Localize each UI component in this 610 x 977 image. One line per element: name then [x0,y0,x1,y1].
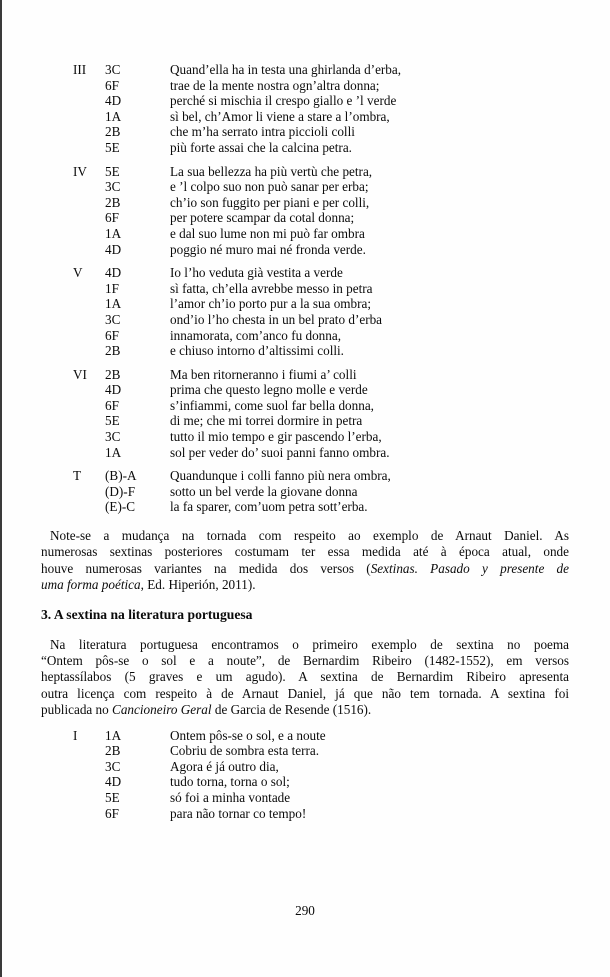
verse-text: tutto il mio tempo e gir pascendo l’erba, [170,429,382,445]
rhyme-code: 4D [105,93,122,109]
poem-line [41,382,569,398]
stanza-label [73,281,105,297]
poem-line [41,468,569,484]
stanza-label [73,140,105,156]
poem-line [41,759,569,775]
stanza-label [73,296,105,312]
poem-line [41,429,569,445]
verse-text: Ontem pôs-se o sol, e a noute [170,727,326,743]
verse-text: para não tornar co tempo! [170,805,307,821]
stanza-label [73,78,105,94]
poem-line [41,210,569,226]
rhyme-code: 2B [105,343,121,359]
poem-line [41,328,569,344]
poem-line [41,413,569,429]
text-run: Cancioneiro Geral [112,702,212,718]
stanza [41,367,569,461]
rhyme-code: 4D [105,774,122,790]
rhyme-code: (B)-A [105,468,137,484]
verse-text: la fa sparer, com’uom petra sott’erba. [170,499,368,515]
poem-line [41,774,569,790]
verse-text: poggio né muro mai né fronda verde. [170,241,366,257]
verse-text: perché si mischia il crespo giallo e ’l verde [170,93,397,109]
rhyme-code: 5E [105,789,120,805]
page-content [41,62,569,829]
verse-text: sol per veder do’ suoi panni fanno ombra. [170,444,390,460]
rhyme-code: 5E [105,413,120,429]
rhyme-code: 2B [105,366,121,382]
poem-line [41,93,569,109]
poem-line [41,728,569,744]
stanza [41,164,569,258]
stanza-label [73,109,105,125]
paragraph-line [41,702,569,718]
paragraph-line [41,669,569,685]
poem-line [41,499,569,515]
verse-text: trae de la mente nostra ogn’altra donna; [170,77,380,93]
poem-line [41,179,569,195]
stanza-label [73,398,105,414]
stanza-label [73,743,105,759]
rhyme-code: 1F [105,280,119,296]
rhyme-code: 1A [105,727,122,743]
rhyme-code: 6F [105,210,119,226]
rhyme-code: (D)-F [105,483,136,499]
verse-text: Quandunque i colli fanno più nera ombra, [170,468,391,484]
text-run: uma forma poética [41,577,141,593]
rhyme-code: 4D [105,382,122,398]
stanza-label [73,382,105,398]
rhyme-code: 1A [105,444,122,460]
section-heading: 3. A sextina na literatura portuguesa [41,606,253,622]
poem-line [41,78,569,94]
text-run: Note-se a mudança na tornada com respeito ao exemplo de Arnaut Daniel. As [50,528,569,544]
poem-line [41,296,569,312]
rhyme-code: 3C [105,311,121,327]
stanza-label [73,328,105,344]
note-paragraph [41,528,569,594]
poem-line [41,484,569,500]
stanza-label [73,499,105,515]
stanza-label [73,790,105,806]
paragraph-line [41,686,569,702]
poem-line [41,124,569,140]
verse-text: e ’l colpo suo non può sanar per erba; [170,179,369,195]
stanza-label [73,242,105,258]
verse-text: Agora é já outro dia, [170,758,279,774]
poem-line [41,226,569,242]
poem-line [41,790,569,806]
rhyme-code: 4D [105,241,122,257]
stanza-label [73,312,105,328]
text-run: “Ontem pôs-se o sol e a noute”, de Bernardim Ribeiro (1482-1552), em versos [41,652,569,668]
text-run: outra licença com respeito à de Arnaut Daniel, já que não tem tornada. A sextina foi [41,685,569,701]
verse-text: più forte assai che la calcina petra. [170,139,352,155]
stanza-label [73,93,105,109]
verse-text: tudo torna, torna o sol; [170,774,290,790]
text-run: publicada no [41,702,113,718]
poem-line [41,164,569,180]
poem-line [41,312,569,328]
stanza-label [73,413,105,429]
poem-line [41,343,569,359]
text-run: heptassílabos (5 graves e um agudo). A sextina de Bernardim Ribeiro apresenta [41,669,569,685]
verse-text: La sua bellezza ha più vertù che petra, [170,163,373,179]
stanza-label: III [73,62,87,77]
left-edge-scan-line [0,0,2,977]
text-run: , Ed. Hiperión, 2011). [140,577,256,593]
poem-line [41,445,569,461]
paragraph-line [41,637,569,653]
verse-text: prima che questo legno molle e verde [170,382,368,398]
stanza-label: IV [73,163,87,179]
paragraph-line [41,561,569,577]
text-run: de Garcia de Resende (1516). [211,702,372,718]
verse-text: só foi a minha vontade [170,789,291,805]
rhyme-code: 2B [105,743,121,759]
page-number: 290 [295,903,315,918]
rhyme-code: 3C [105,758,121,774]
poem-line [41,806,569,822]
stanza-label [73,774,105,790]
rhyme-code: 5E [105,139,120,155]
rhyme-code: 3C [105,429,121,445]
poem-line [41,140,569,156]
rhyme-code: 6F [105,77,119,93]
stanza-label [73,226,105,242]
verse-text: ond’io l’ho chesta in un bel prato d’erba [170,311,383,327]
paragraph-line [41,544,569,560]
verse-text: sotto un bel verde la giovane donna [170,483,358,499]
verse-text: s’infiammi, come suol far bella donna, [170,397,374,413]
stanza-label [73,195,105,211]
stanza [41,265,569,359]
poem-line [41,367,569,383]
rhyme-code: 2B [105,124,121,140]
rhyme-code: 1A [105,225,122,241]
poem-line [41,109,569,125]
verse-text: e chiuso intorno d’altissimi colli. [170,343,344,359]
stanza-label [73,484,105,500]
text-run: numerosas sextinas posteriores costumam ter essa medida até à época atual, onde [41,544,569,560]
poem-portuguese-sestina [41,728,569,822]
poem-line [41,242,569,258]
paragraph-line [41,528,569,544]
verse-text: innamorata, com’anco fu donna, [170,327,342,343]
verse-text: ch’io son fuggito per piani e per colli, [170,194,370,210]
stanza [41,728,569,822]
paragraph-line [41,653,569,669]
paragraph-line [41,577,569,593]
stanza-label: I [73,727,78,743]
verse-text: Quand’ella ha in testa una ghirlanda d’erba, [170,62,402,77]
poem-line [41,62,569,78]
rhyme-code: 3C [105,62,121,77]
intro-paragraph [41,637,569,719]
rhyme-code: 6F [105,805,119,821]
verse-text: e dal suo lume non mi può far ombra [170,225,365,241]
poem-line [41,195,569,211]
stanza-label [73,759,105,775]
rhyme-code: 1A [105,108,122,124]
stanza-label [73,806,105,822]
stanza [41,468,569,515]
verse-text: che m’ha serrato intra piccioli colli [170,124,355,140]
verse-text: Io l’ho veduta già vestita a verde [170,265,343,281]
rhyme-code: 6F [105,397,119,413]
rhyme-code: (E)-C [105,499,136,515]
stanza-label [73,429,105,445]
verse-text: per potere scampar da cotal donna; [170,210,355,226]
text-run: Sextinas. Pasado y presente de [370,560,569,576]
poem-line [41,265,569,281]
rhyme-code: 2B [105,194,121,210]
poem-line [41,398,569,414]
verse-text: Cobriu de sombra esta terra. [170,743,320,759]
stanza [41,62,569,156]
stanza-label: VI [73,366,87,382]
rhyme-code: 1A [105,296,122,312]
verse-text: sì bel, ch’Amor li viene a stare a l’ombra, [170,108,390,124]
verse-text: sì fatta, ch’ella avrebbe messo in petra [170,280,373,296]
stanza-label [73,343,105,359]
rhyme-code: 5E [105,163,120,179]
rhyme-code: 4D [105,265,122,281]
poem-line [41,743,569,759]
poem-italian-sestina [41,62,569,515]
verse-text: Ma ben ritorneranno i fiumi a’ colli [170,366,357,382]
stanza-label: T [73,468,82,484]
rhyme-code: 3C [105,179,121,195]
rhyme-code: 6F [105,327,119,343]
stanza-label [73,210,105,226]
verse-text: di me; che mi torrei dormire in petra [170,413,363,429]
text-run: Na literatura portuguesa encontramos o primeiro exemplo de sextina no poema [50,636,569,652]
poem-line [41,281,569,297]
stanza-label [73,179,105,195]
stanza-label: V [73,265,83,281]
text-run: houve numerosas variantes na medida dos versos ( [41,560,371,576]
stanza-label [73,445,105,461]
stanza-label [73,124,105,140]
verse-text: l’amor ch’io porto pur a la sua ombra; [170,296,372,312]
